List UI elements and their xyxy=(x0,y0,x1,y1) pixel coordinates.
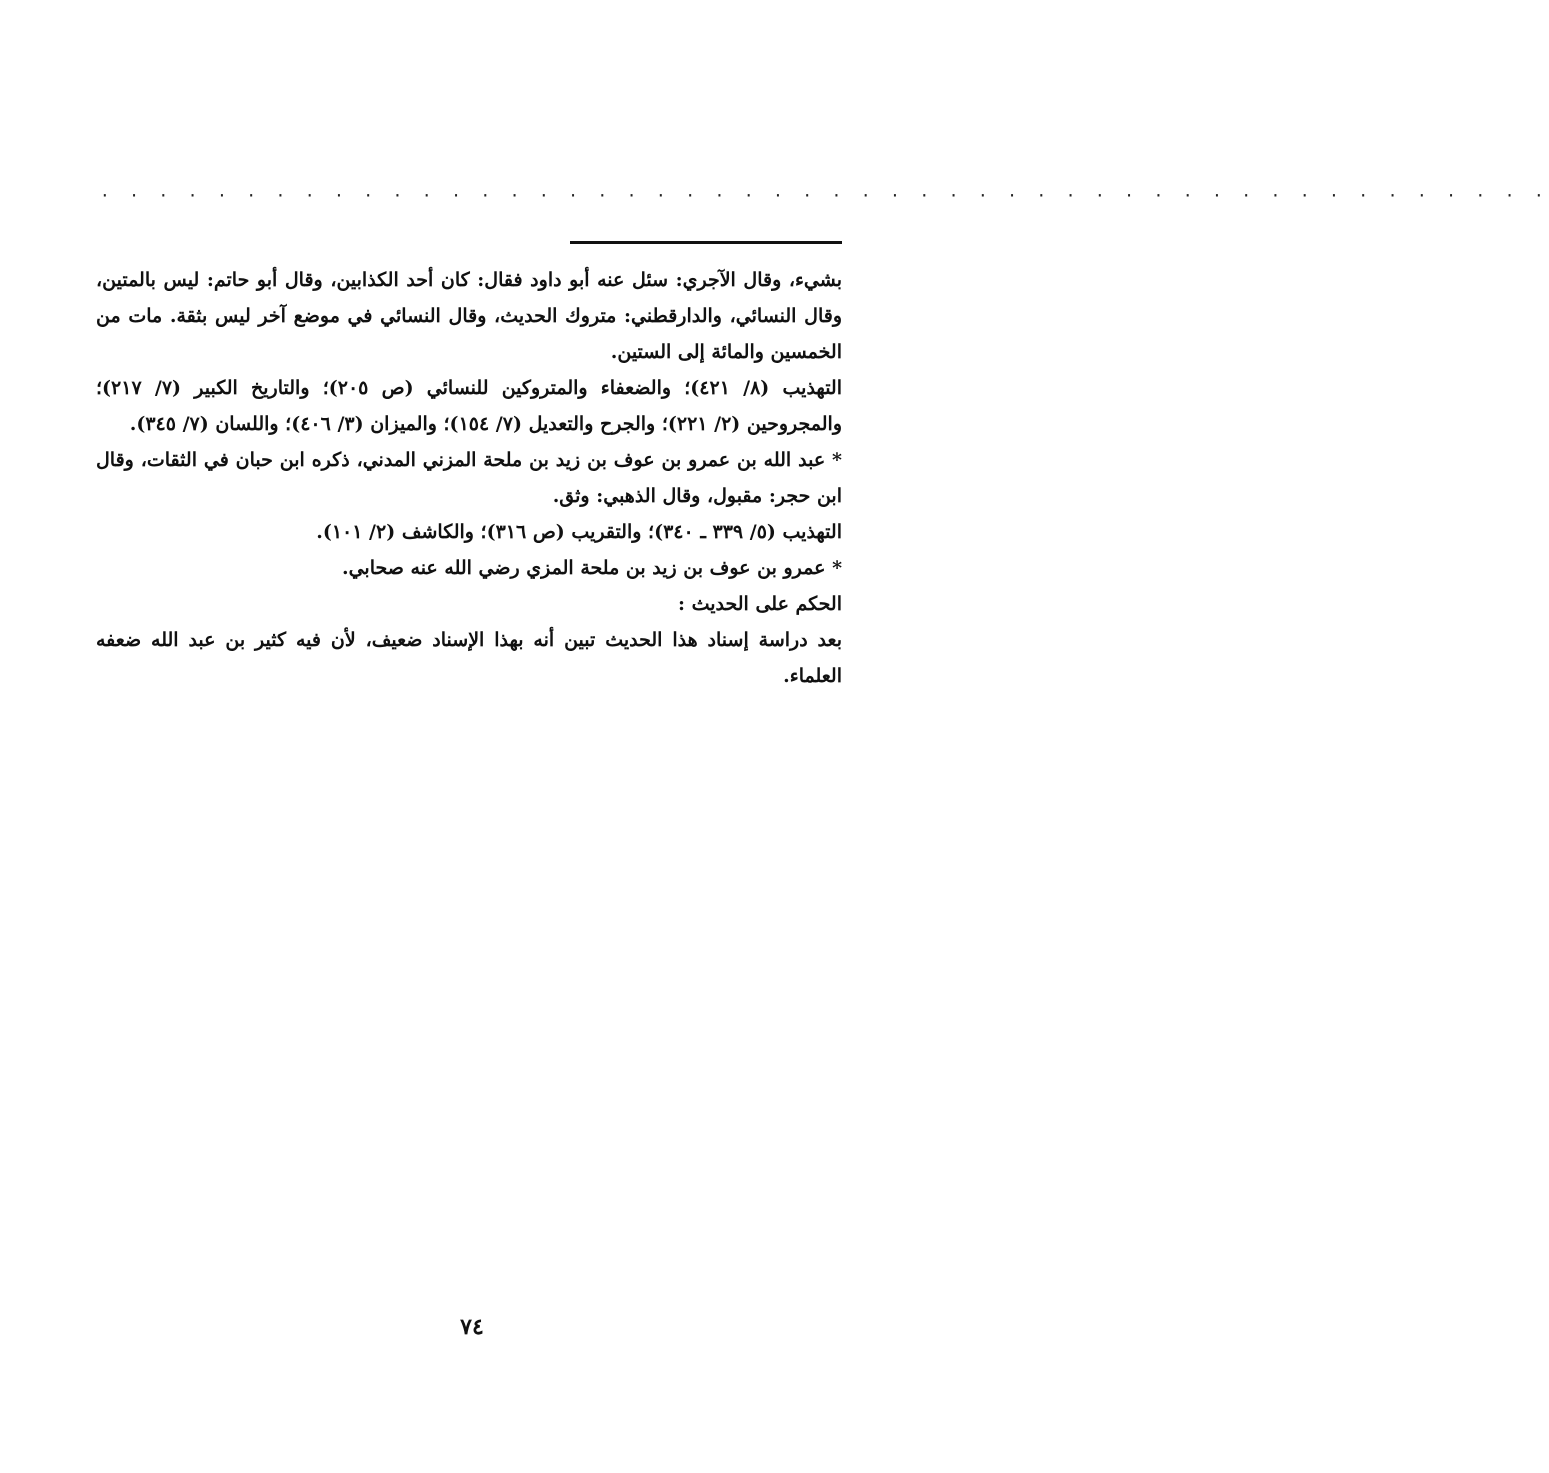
narrator-amr-paragraph: * عمرو بن عوف بن زيد بن ملحة المزي رضي الله عنه صحابي. xyxy=(341,557,842,579)
ruling-paragraph: بعد دراسة إسناد هذا الحديث تبين أنه بهذا الإسناد ضعيف، لأن فيه كثير بن عبد الله ضعفه العلماء. xyxy=(96,629,842,687)
footnote-body xyxy=(96,262,842,694)
footnote-rule xyxy=(570,241,842,244)
references-paragraph-2: التهذيب (٥/ ٣٣٩ ـ ٣٤٠)؛ والتقريب (ص ٣١٦)؛ والكاشف (٢/ ١٠١). xyxy=(316,521,842,543)
narrator-abdullah-paragraph: * عبد الله بن عمرو بن عوف بن زيد بن ملحة المزني المدني، ذكره ابن حبان في الثقات، وقال ابن حجر: مقبول، وقال الذهبي: وثق. xyxy=(96,449,842,507)
dotted-separator: · · · · · · · · · · · · · · · · · · · · · · · · · · · · · · · · · · · · · · · · · · · · · · · · · · xyxy=(100,186,1549,205)
page-number: ٧٤ xyxy=(460,1314,484,1340)
references-paragraph-1: التهذيب (٨/ ٤٢١)؛ والضعفاء والمتروكين للنسائي (ص ٢٠٥)؛ والتاريخ الكبير (٧/ ٢١٧)؛ والمجروحين (٢/ ٢٢١)؛ والجرح والتعديل (٧/ ١٥٤)؛ والميزان (٣/ ٤٠٦)؛ واللسان (٧/ ٣٤٥). xyxy=(96,377,842,435)
ruling-heading: الحكم على الحديث : xyxy=(677,593,842,615)
narrator-critique-paragraph: بشيء، وقال الآجري: سئل عنه أبو داود فقال: كان أحد الكذابين، وقال أبو حاتم: ليس بالمتين، وقال النسائي، والدارقطني: متروك الحديث، وقال النسائي في موضع آخر ليس بثقة. مات من الخمسين والمائة إلى الستين. xyxy=(96,269,842,363)
